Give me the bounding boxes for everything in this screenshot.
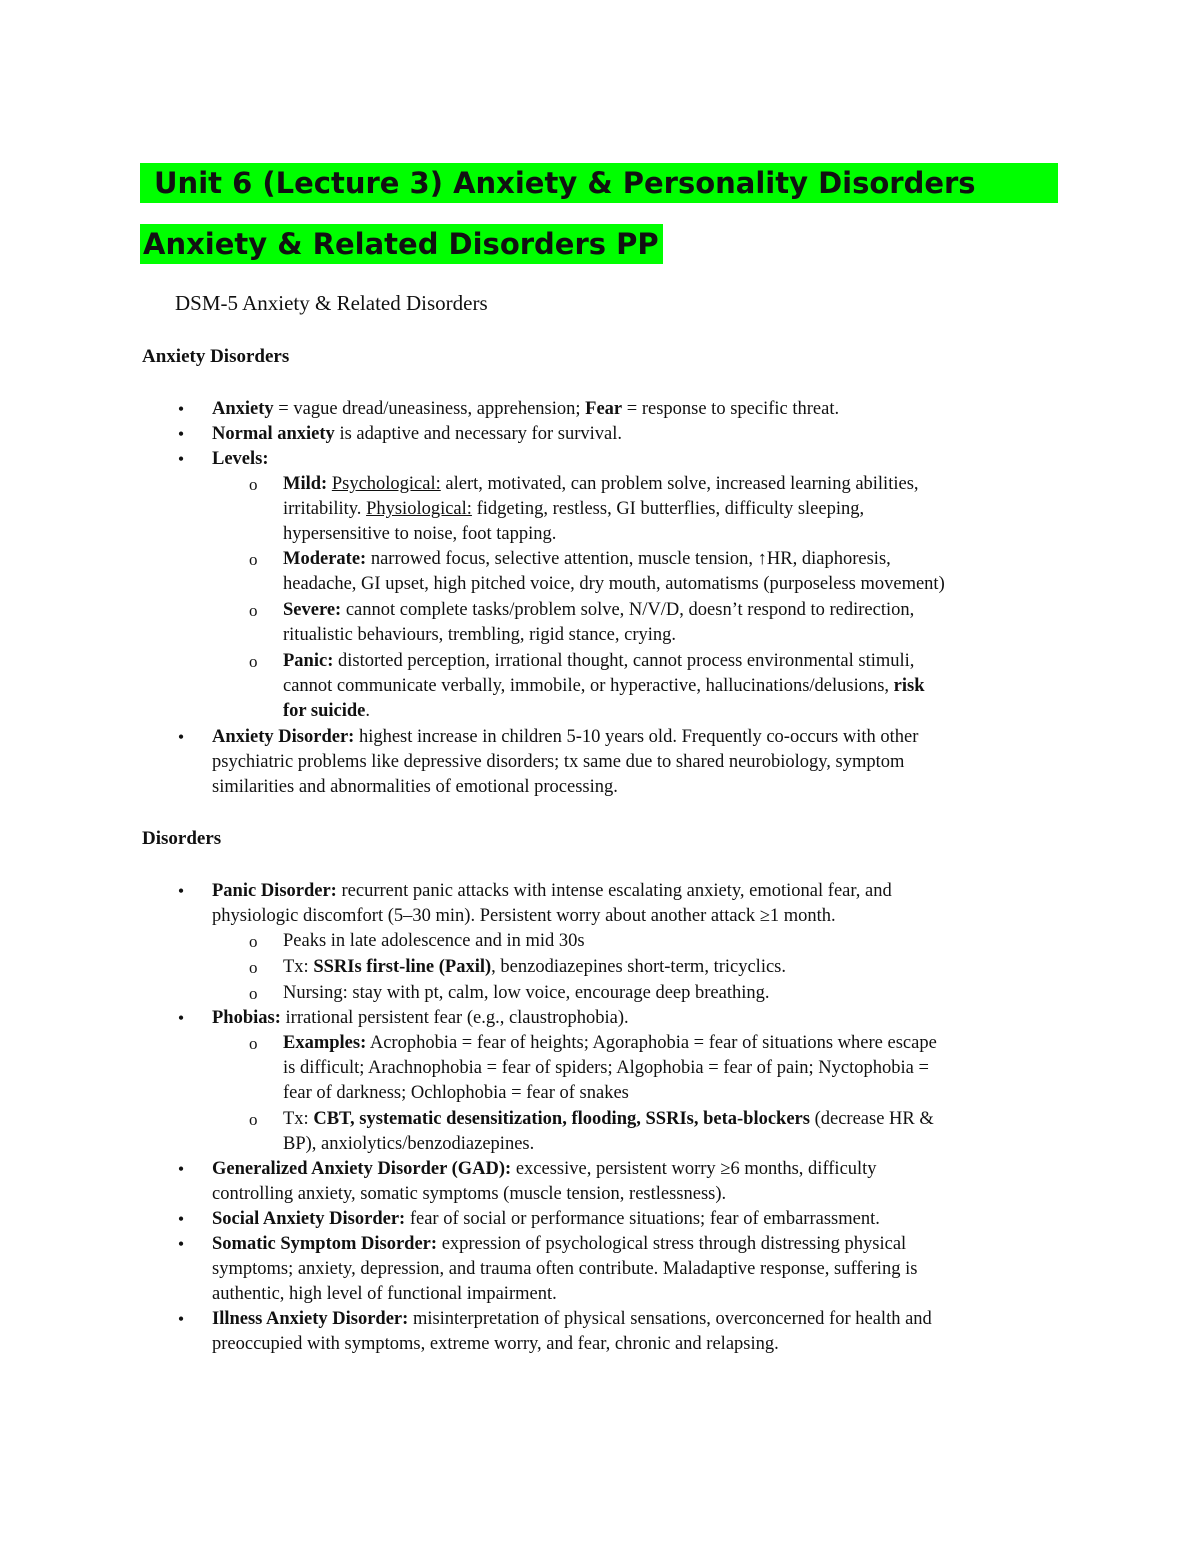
sub-bullet-icon: o [249, 601, 258, 620]
heading-disorders: Disorders [142, 828, 222, 849]
bullet-icon: • [177, 1309, 185, 1329]
sub-bullet-icon: o [249, 958, 258, 977]
list-item-social-anxiety: • Social Anxiety Disorder: fear of social or performance situations; fear of embarrassment. [212, 1207, 1062, 1232]
bullet-icon: • [177, 1209, 185, 1229]
sub-bullet-icon: o [249, 1034, 258, 1053]
list-item-somatic-symptom: • Somatic Symptom Disorder: expression of psychological stress through distressing physical symptoms; anxiety, depression, and trauma often contribute. Maladaptive response, suffering is authentic, high level of functional impairment. [177, 1234, 918, 1304]
document-subtitle: Anxiety & Related Disorders PP [140, 224, 663, 264]
document-title: Unit 6 (Lecture 3) Anxiety & Personality Disorders [140, 163, 1058, 203]
bullet-icon: • [177, 1234, 185, 1254]
sub-item-phobia-tx: o Tx: CBT, systematic desensitization, flooding, SSRIs, beta-blockers (decrease HR & BP), anxiolytics/benzodiazepines. [249, 1109, 934, 1154]
bullet-icon: • [177, 424, 185, 444]
bullet-icon: • [177, 1008, 185, 1028]
sub-item-panic-nursing: o Nursing: stay with pt, calm, low voice, encourage deep breathing. [283, 981, 1058, 1006]
bullet-icon: • [177, 881, 185, 901]
list-item-gad: • Generalized Anxiety Disorder (GAD): excessive, persistent worry ≥6 months, difficulty controlling anxiety, somatic symptoms (muscle tension, restlessness). [177, 1159, 877, 1204]
sub-item-panic: o Panic: distorted perception, irrational thought, cannot process environmental stimuli, cannot communicate verbally, immobile, or hyperactive, hallucinations/delusions, risk for suicide. [249, 651, 925, 721]
list-item-panic-disorder: • Panic Disorder: recurrent panic attacks with intense escalating anxiety, emotional fear, and physiologic discomfort (5–30 min). Persistent worry about another attack ≥1 month. [177, 881, 892, 926]
list-item-anxiety: • Anxiety = vague dread/uneasiness, apprehension; Fear = response to specific threat. [212, 397, 1062, 422]
sub-bullet-icon: o [249, 475, 258, 494]
sub-bullet-icon: o [249, 1110, 258, 1129]
heading-anxiety-disorders: Anxiety Disorders [142, 346, 290, 367]
list-item-phobias: • Phobias: irrational persistent fear (e.g., claustrophobia). [212, 1006, 1062, 1031]
sub-item-phobia-examples: o Examples: Acrophobia = fear of heights; Agoraphobia = fear of situations where escape is difficult; Arachnophobia = fear of spiders; Algophobia = fear of pain; Nyctophobia = fear of darkness; Ochlophobia = fear of snakes [249, 1033, 937, 1103]
list-item-anxiety-disorder: • Anxiety Disorder: highest increase in children 5-10 years old. Frequently co-occurs with other psychiatric problems like depressive disorders; tx same due to shared neurobiology, symptom similarities and abnormalities of emotional processing. [177, 727, 919, 797]
sub-item-severe: o Severe: cannot complete tasks/problem solve, N/V/D, doesn’t respond to redirection, ritualistic behaviours, trembling, rigid stance, crying. [249, 600, 915, 645]
sub-item-panic-tx: o Tx: SSRIs first-line (Paxil), benzodiazepines short-term, tricyclics. [283, 955, 1058, 980]
bullet-icon: • [177, 727, 185, 747]
sub-bullet-icon: o [249, 932, 258, 951]
sub-item-panic-peaks: o Peaks in late adolescence and in mid 30s [283, 929, 1058, 954]
bullet-icon: • [177, 1159, 185, 1179]
sub-item-mild: o Mild: Psychological: alert, motivated, can problem solve, increased learning abilities, irritability. Physiological: fidgeting, restless, GI butterflies, difficulty sleeping, hypersensitive to noise, foot tapping. [249, 474, 919, 544]
list-item-normal-anxiety: • Normal anxiety is adaptive and necessary for survival. [212, 422, 1062, 447]
bullet-icon: • [177, 399, 185, 419]
bullet-icon: • [177, 449, 185, 469]
sub-item-moderate: o Moderate: narrowed focus, selective attention, muscle tension, ↑HR, diaphoresis, headache, GI upset, high pitched voice, dry mouth, automatisms (purposeless movement) [249, 549, 945, 594]
sub-bullet-icon: o [249, 652, 258, 671]
sub-bullet-icon: o [249, 550, 258, 569]
section-heading-dsm5: DSM-5 Anxiety & Related Disorders [175, 291, 488, 315]
list-item-illness-anxiety: • Illness Anxiety Disorder: misinterpretation of physical sensations, overconcerned for health and preoccupied with symptoms, extreme worry, and fear, chronic and relapsing. [177, 1309, 932, 1354]
list-item-levels: • Levels: [212, 447, 1062, 472]
sub-bullet-icon: o [249, 984, 258, 1003]
